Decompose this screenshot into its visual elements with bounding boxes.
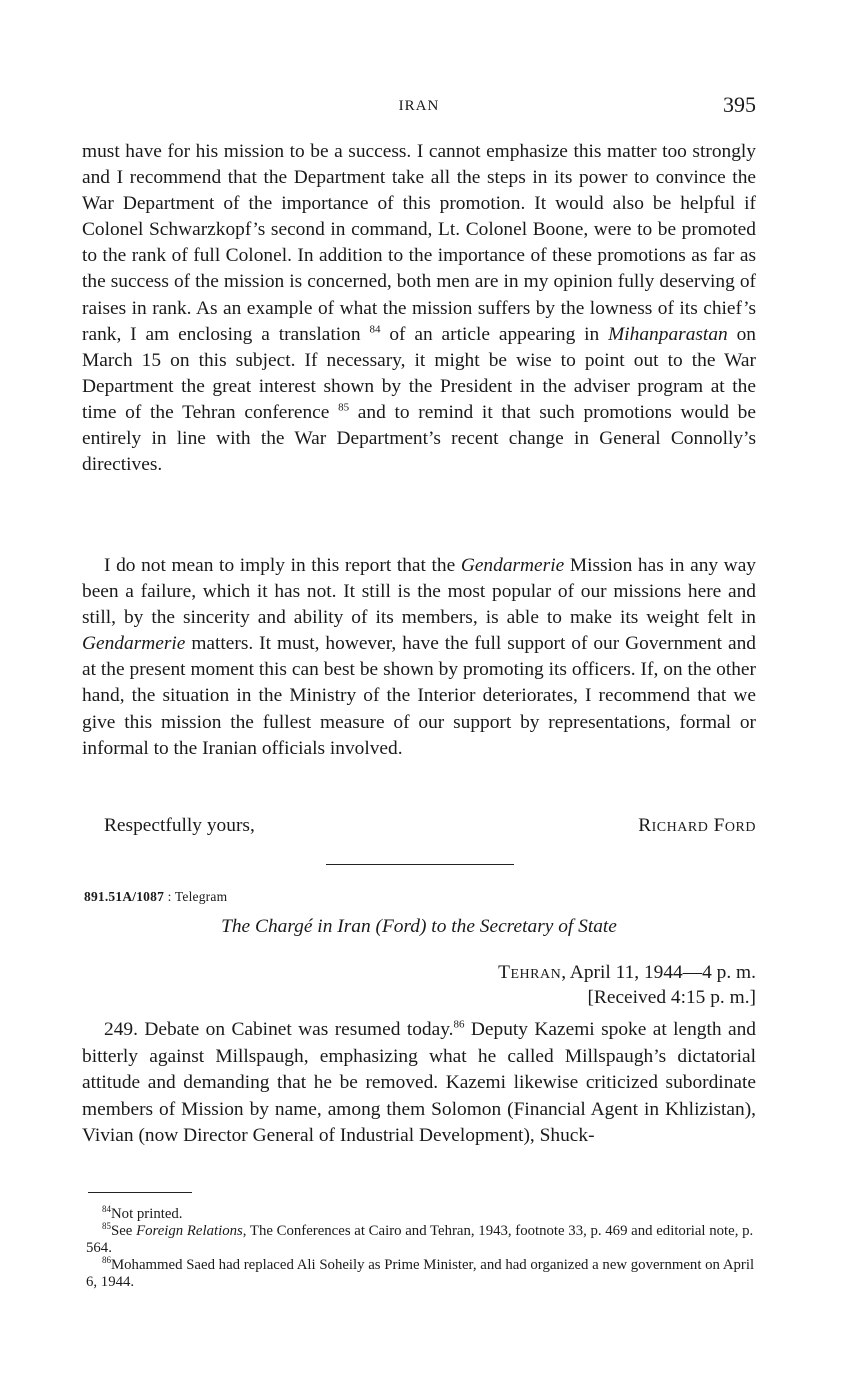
paragraph-text: I do not mean to imply in this report that the — [104, 555, 461, 576]
file-reference — [84, 889, 227, 905]
footnote-text: See — [111, 1223, 137, 1239]
file-kind: : Telegram — [164, 889, 228, 904]
paragraph-text: must have for his mission to be a success. I cannot emphasize this matter too strongly and I recommend that the Department take all the steps in its power to convince the War Department of the importance of this promotion. It would also be helpful if Colonel Schwarzkopf’s second in command, Lt. Colonel Boone, were to be promoted to the rank of full Colonel. In addition to the importance of these promotions as far as the success of the mission is concerned, both men are in my opinion fully deserving of raises in rank. As an example of what the mission suffers by the lowness of its chief’s rank, I am enclosing a translation — [82, 141, 756, 345]
paragraph-text: and to remind it that such promotions would be entirely in line with the War Department’s recent change in General Connolly’s directives. — [82, 401, 756, 476]
dateline-place: Tehran — [498, 962, 562, 983]
footnote-85 — [86, 1223, 756, 1257]
section-title: IRAN — [398, 98, 440, 114]
italic-term: Gendarmerie — [82, 633, 186, 655]
letter-paragraph — [82, 553, 756, 762]
paragraph-text: 249. Debate on Cabinet was resumed today. — [104, 1019, 454, 1040]
footnote-number: 85 — [102, 1221, 111, 1232]
paragraph-text: Deputy Kazemi spoke at length and bitterly against Millspaugh, emphasizing what he called Millspaugh’s dictatorial attitude and demanding that he be removed. Kazemi likewise criticized subordinate members of Mission by name, among them Solomon (Financial Agent in Khlizistan), Vivian (now Director General of Industrial Development), Shuck- — [82, 1019, 756, 1147]
letter-paragraph-continued — [82, 139, 756, 478]
signature: Richard Ford — [638, 815, 756, 836]
footnote-86 — [86, 1257, 756, 1291]
footnote-ref-85: 85 — [338, 401, 350, 414]
footnote-text: Not printed. — [111, 1206, 183, 1222]
paragraph-text: of an article appearing in — [380, 323, 609, 345]
footnote-text: Mohammed Saed had replaced Ali Soheily as Prime Minister, and had organized a new government on April 6, 1944. — [86, 1257, 755, 1290]
footnote-text: , The Conferences at Cairo and Tehran, 1943, footnote 33, p. 469 and editorial note, p. 564. — [86, 1223, 754, 1256]
publication-title: Foreign Relations — [136, 1223, 243, 1239]
running-head — [82, 92, 756, 122]
footnote-divider — [88, 1192, 192, 1193]
paragraph-text: Mission has in any way been a failure, which it has not. It still is the most popular of our missions here and still, by the sincerity and ability of its members, is able to make its weight felt in — [82, 555, 756, 629]
footnote-number: 86 — [102, 1255, 111, 1266]
file-number: 891.51A/1087 — [84, 889, 165, 904]
section-divider — [326, 864, 514, 865]
paragraph-text: on March 15 on this subject. If necessary, it might be wise to point out to the War Department the great interest shown by the President in the adviser program at the time of the Tehran conference — [82, 323, 756, 423]
received-note: [Received 4:15 p. m.] — [587, 987, 756, 1008]
footnote-ref-86: 86 — [453, 1018, 465, 1031]
newspaper-name: Mihanparastan — [608, 323, 728, 345]
telegram-body — [82, 1017, 756, 1150]
dateline-date: , April 11, 1944—4 p. m. — [561, 962, 756, 983]
complimentary-close: Respectfully yours, — [104, 815, 255, 836]
page-number: 395 — [723, 92, 756, 117]
footnote-84 — [86, 1206, 756, 1223]
dateline — [498, 960, 756, 1010]
paragraph-text: matters. It must, however, have the full support of our Government and at the present moment this can best be shown by promoting its officers. If, on the other hand, the situation in the Ministry of the Interior deteriorates, I recommend that we give this mission the fullest measure of our support by representations, formal or informal to the Iranian officials involved. — [82, 633, 756, 759]
footnote-number: 84 — [102, 1204, 111, 1215]
footnote-ref-84: 84 — [369, 323, 381, 336]
document-title: The Chargé in Iran (Ford) to the Secretary of State — [221, 916, 617, 937]
letter-closing — [104, 813, 756, 839]
footnotes — [86, 1206, 756, 1291]
italic-term: Gendarmerie — [460, 555, 565, 576]
